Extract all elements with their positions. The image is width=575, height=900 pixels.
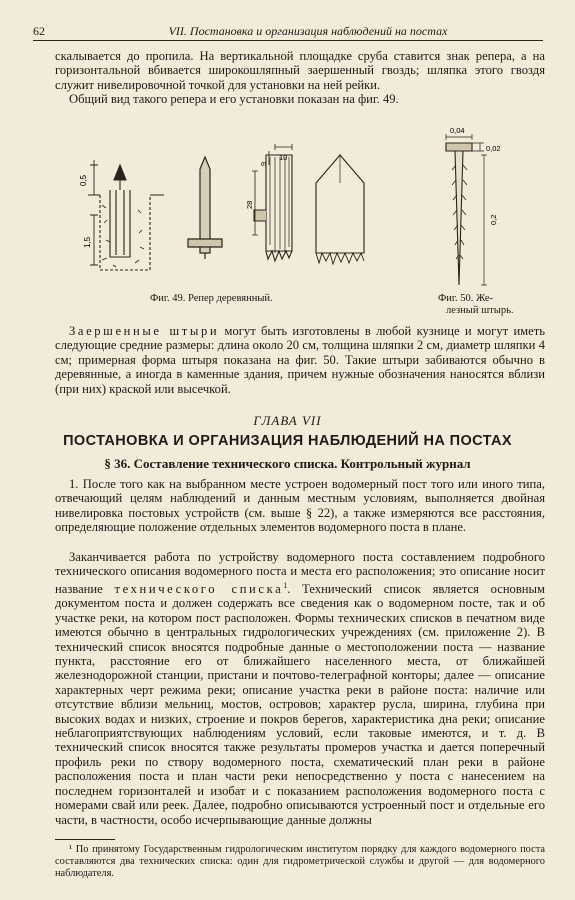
dim-label-0-02: 0,02 bbox=[486, 144, 501, 153]
dim-label-9: 9 bbox=[259, 161, 268, 166]
figure-49-drawing bbox=[80, 135, 400, 285]
section-heading: § 36. Составление технического списка. Контрольный журнал bbox=[104, 456, 471, 471]
body-p2-after: . Технический список является основным документом поста и должен содержать все сведения как о водомерном посте, так и об участке реки, на котором пост расположен. Формы технических списков в печатном виде имеются обычно в центральных гидрологических учреждениях (см. приложение 2). В технический список вносятся подробные данные о местоположении поста — название пункта, расстояние его от ближайшего населенного места, от ближайшей железнодорожной станции, пристани и почтово-телеграфной конторы; далее — описание характерных черт режима реки; описание участка реки в районе поста: наличие или отсутствие вблизи мельниц, мостов, островов; характер русла, ширина, глубина при высоких водах и низких, строение и покров берегов, характеристика дна реки; описание неблагоприятствующих наблюдениям условий, если таковые имеются, и т. д. В технический список вносятся также результаты промеров участка и дается поперечный профиль реки по створу водомерного поста, схематический план реки в районе расположения поста и план части реки непосредственно у поста с нанесением на последнем горизонталей и изобат и с показанием расположения водомерного поста с номерами свай или реек. Далее, подробно описываются устроенный пост и отдельные его части, в частности, особо исчерпывающие данные должны bbox=[55, 582, 545, 827]
body-paragraph-2 bbox=[55, 550, 545, 827]
footnote-marker: 1 bbox=[283, 580, 288, 590]
body-p2-spaced-term: технического списка bbox=[114, 582, 284, 596]
pit-with-stake-drawing bbox=[88, 160, 164, 270]
stake-face-drawing bbox=[316, 155, 364, 264]
running-header bbox=[33, 24, 543, 41]
footnote-rule bbox=[55, 839, 115, 840]
running-title: VII. Постановка и организация наблюдений на постах bbox=[168, 24, 448, 38]
dim-label-0-2: 0,2 bbox=[489, 214, 498, 225]
chapter-title: ПОСТАНОВКА И ОРГАНИЗАЦИЯ НАБЛЮДЕНИЙ НА ПОСТАХ bbox=[63, 433, 512, 449]
pins-spaced-phrase: Заершенные штыри bbox=[69, 324, 220, 338]
dim-label-1-5: 1,5 bbox=[83, 236, 92, 248]
intro-paragraph: скалывается до пропила. На вертикальной площадке сруба ставится знак репера, а на горизонтальной вбивается широкошляпный заершенный гвоздь; шляпка этого гвоздя служит нивелировочной точкой для установки на ней рейки. bbox=[55, 49, 545, 92]
dim-label-28: 28 bbox=[245, 200, 254, 209]
dim-label-0-04: 0,04 bbox=[450, 126, 465, 135]
figure-50-caption-line-2: лезный штырь. bbox=[446, 305, 514, 316]
figure-50-drawing bbox=[432, 125, 532, 290]
figure-50-caption-line-1: Фиг. 50. Же- bbox=[438, 293, 494, 304]
footnote: ¹ По принятому Государственным гидрологическим институтом порядку для каждого водомерного поста составляются два технических списка: один для гидрометрической службы и другой — для водомерного наблюдателя. bbox=[55, 844, 545, 879]
dim-label-10: 10 bbox=[279, 153, 288, 162]
intro-reference: Общий вид такого репера и его установки показан на фиг. 49. bbox=[69, 92, 399, 106]
iron-pin-drawing bbox=[446, 134, 487, 285]
figure-49-caption: Фиг. 49. Репер деревянный. bbox=[150, 293, 273, 304]
pins-text: могут быть изготовлены в любой кузнице и могут иметь следующие средние размеры: длина около 20 см, толщина шляпки 2 см, диаметр шляпки 4 см; примерная форма штыря показана на фиг. 50. Такие штыри забиваются обычно в деревянные, а иногда в каменные здания, причем нужные обозначения наносятся вблизи (при них) краской или высечкой. bbox=[55, 324, 545, 396]
pins-paragraph bbox=[55, 324, 545, 396]
dim-label-0-5: 0,5 bbox=[79, 174, 88, 186]
chapter-label: ГЛАВА VII bbox=[253, 413, 322, 428]
stake-with-crossbar-drawing bbox=[188, 157, 222, 259]
body-p2-before: Заканчивается работа по устройству водомерного поста составлением подробного технического описания водомерного поста и места его расположения; это описание носит название bbox=[55, 550, 545, 596]
page-number: 62 bbox=[33, 24, 45, 38]
body-paragraph-1: 1. После того как на выбранном месте устроен водомерный пост того или иного типа, отвечающий целям наблюдений и данным местным условиям, выполняется двойная нивелировка постовых устройств (см. выше § 22), а также измеряются все расстояния, определяющие положение отдельных элементов водомерного поста в плане. bbox=[55, 477, 545, 535]
